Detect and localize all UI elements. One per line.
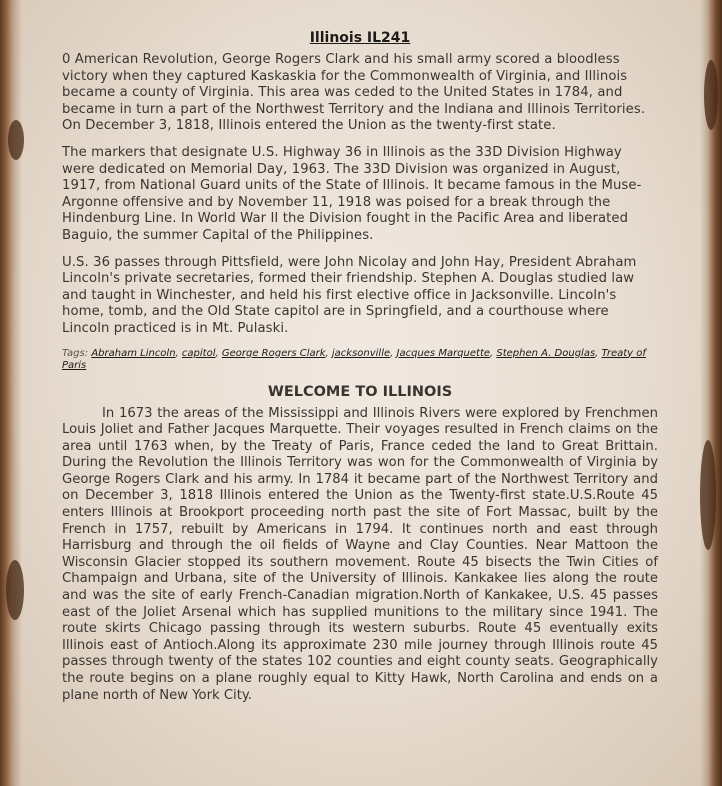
document-content [62, 30, 658, 704]
paragraph-33d-division: The markers that designate U.S. Highway 36 in Illinois as the 33D Division Highway were dedicated on Memorial Day, 1963. The 33D Division was organized in August, 1917, from National Guard units of the State of Illinois. It became famous in the Muse-Argonne offensive and by November 11, 1918 was poised for a break through the Hindenburg Line. In World War II the Division fought in the Pacific Area and liberated Baguio, the summer Capital of the Philippines. [62, 144, 642, 243]
tag-jacques-marquette[interactable]: Jacques Marquette [396, 347, 491, 359]
stain-spot [6, 560, 24, 620]
tag-capitol[interactable]: capitol [181, 347, 216, 359]
document-title: Illinois IL241 [309, 30, 411, 46]
stain-spot [8, 120, 24, 160]
stain-spot [700, 440, 716, 550]
tag-jacksonville[interactable]: jacksonville [331, 347, 391, 359]
burnt-left-edge [0, 0, 22, 786]
tag-abraham-lincoln[interactable]: Abraham Lincoln [91, 347, 176, 359]
welcome-body: In 1673 the areas of the Mississippi and Illinois Rivers were explored by Frenchmen Louis Joliet and Father Jacques Marquette. Their voyages resulted in French claims on the area until 1763 when, by the Treaty of Paris, France ceded the land to Great Brittain. During the Revolution the Illinois Territory was won for the Commonwealth of Virginia by George Rogers Clark and his army. In 1784 it became part of the Northwest Territory and on December 3, 1818 Illinois entered the Union as the Twenty-first state.U.S.Route 45 enters Illinois at Brookport proceeding north past the site of Fort Massac, built by the French in 1757, rebuilt by Americans in 1794. It continues north and east through Harrisburg and through the oil fields of Wayne and Clay Counties. Near Mattoon the Wisconsin Glacier stopped its southern movement. Route 45 bisects the Twin Cities of Champaign and Urbana, site of the University of Illinois. Kankakee lies along the route and was the site of early French-Canadian migration.North of Kankakee, U.S. 45 passes east of the Joliet Arsenal which has supplied munitions to the military since 1941. The route skirts Chicago passing through its western suburbs. Route 45 eventually exits Illinois east of Antioch.Along its approximate 230 mile journey through Illinois route 45 passes through twenty of the states 102 counties and eight county seats. Geographically the route begins on a plane roughly equal to Kitty Hawk, North Carolina and ends on a plane north of New York City. [62, 405, 658, 703]
paragraph-revolution: 0 American Revolution, George Rogers Clark and his small army scored a bloodless victory when they captured Kaskaskia for the Commonwealth of Virginia, and Illinois became a county of Virginia. This area was ceded to the United States in 1784, and became in turn a part of the Northwest Territory and the Indiana and Illinois Territories. On December 3, 1818, Illinois entered the Union as the twenty-first state. [62, 52, 646, 134]
welcome-heading: WELCOME TO ILLINOIS [267, 383, 453, 400]
tags-line: Tags: Abraham Lincoln, capitol, George Rogers Clark, jacksonville, Jacques Marquette, Stephen A. Douglas, Treaty of Paris [62, 347, 646, 371]
tag-treaty-of-paris[interactable]: Treaty of Paris [62, 347, 646, 371]
tag-stephen-a-douglas[interactable]: Stephen A. Douglas [496, 347, 596, 359]
stain-spot [704, 60, 718, 130]
tags-label: Tags: [62, 347, 89, 359]
paragraph-us36: U.S. 36 passes through Pittsfield, were John Nicolay and John Hay, President Abraham Lincoln's private secretaries, formed their friendship. Stephen A. Douglas studied law and taught in Winchester, and held his first elective office in Jacksonville. Lincoln's home, tomb, and the Old State capitol are in Springfield, and a courthouse where Lincoln practiced is in Mt. Pulaski. [62, 254, 637, 336]
tag-george-rogers-clark[interactable]: George Rogers Clark [221, 347, 326, 359]
